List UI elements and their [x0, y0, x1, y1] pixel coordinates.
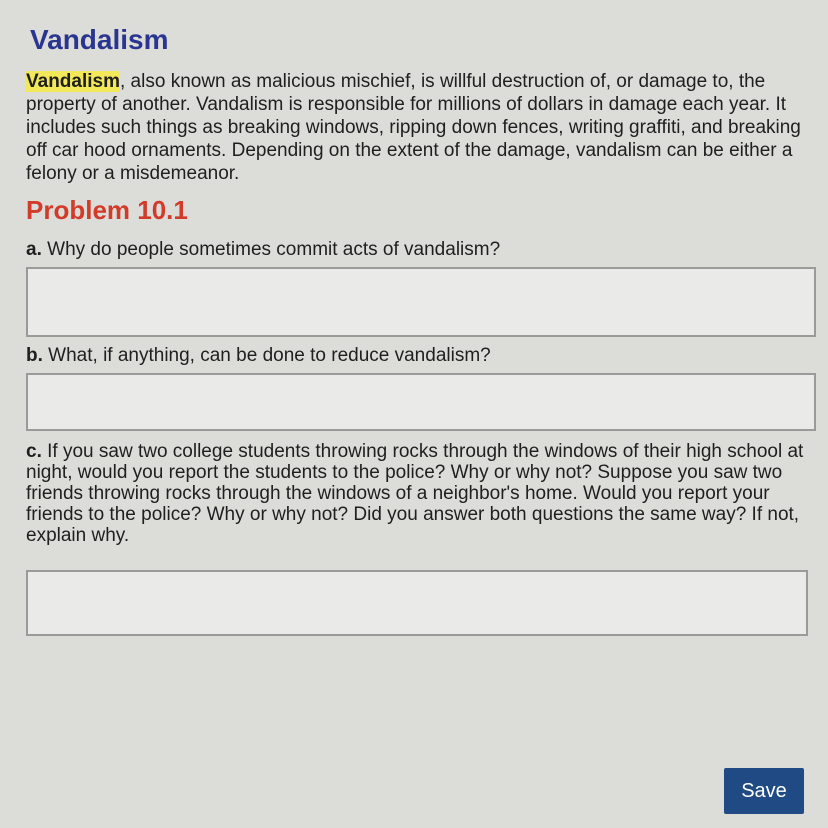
question-a-letter: a.	[26, 239, 42, 260]
answer-b-field[interactable]	[26, 373, 816, 431]
question-c-letter: c.	[26, 441, 42, 462]
intro-paragraph	[26, 70, 814, 185]
question-b-text: What, if anything, can be done to reduce vandalism?	[42, 345, 491, 366]
problem-heading: Problem 10.1	[26, 195, 188, 225]
question-a	[26, 239, 814, 261]
question-c-text: If you saw two college students throwing rocks through the windows of their high school at night, would you report the students to the police? Why or why not? Suppose you saw two friends throwing rocks through the windows of a neighbor's home. Would you report your friends to the police? Why or why not? Did you answer both questions the same way? If not, explain why.	[26, 441, 804, 546]
page-title: Vandalism	[30, 24, 169, 55]
question-a-text: Why do people sometimes commit acts of vandalism?	[41, 239, 501, 260]
question-b	[26, 345, 814, 367]
intro-text: , also known as malicious mischief, is willful destruction of, or damage to, the property of another. Vandalism is responsible for millions of dollars in damage each year. It includes such things as breaking windows, ripping down fences, writing graffiti, and breaking off car hood ornaments. Depending on the extent of the damage, vandalism can be either a felony or a misdemeanor.	[26, 71, 801, 184]
question-c	[26, 441, 806, 546]
save-button[interactable]: Save	[724, 768, 804, 814]
answer-a-field[interactable]	[26, 267, 816, 337]
answer-c-field[interactable]	[26, 570, 808, 636]
highlighted-term: Vandalism	[26, 71, 120, 92]
question-b-letter: b.	[26, 345, 43, 366]
